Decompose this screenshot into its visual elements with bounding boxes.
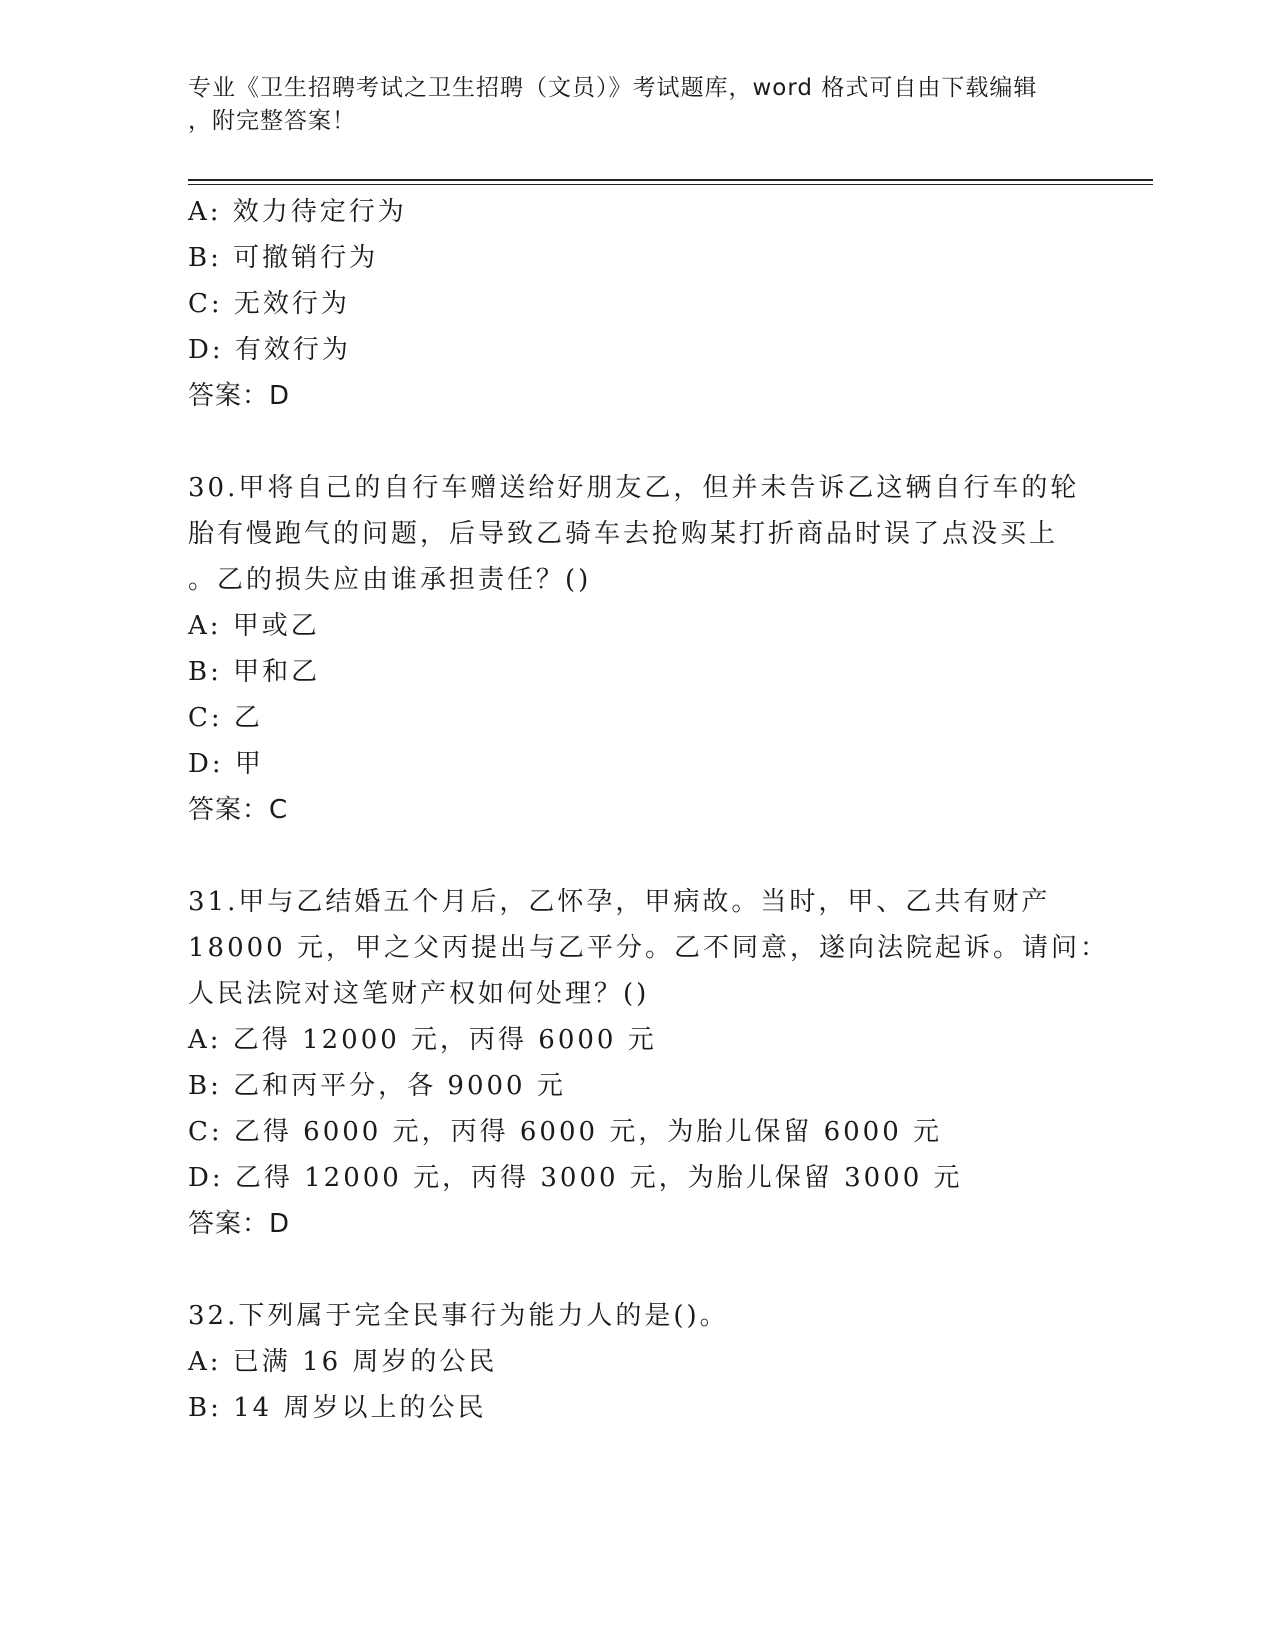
question-block-31 — [188, 879, 1148, 1247]
option-b: B: 乙和丙平分，各 9000 元 — [188, 1071, 566, 1101]
option-d: D: 乙得 12000 元，丙得 3000 元，为胎儿保留 3000 元 — [188, 1163, 963, 1193]
spacer — [188, 1247, 1148, 1293]
header-divider-thick — [188, 179, 1153, 181]
option-a: A: 甲或乙 — [188, 611, 320, 641]
question-block-30 — [188, 465, 1148, 833]
question-stem-line: 胎有慢跑气的问题，后导致乙骑车去抢购某打折商品时误了点没买上 — [188, 519, 1059, 549]
option-d: D: 有效行为 — [188, 335, 351, 365]
question-block-prev — [188, 189, 1148, 419]
question-stem-line: 32.下列属于完全民事行为能力人的是()。 — [188, 1301, 729, 1331]
question-stem-line: 30.甲将自己的自行车赠送给好朋友乙，但并未告诉乙这辆自行车的轮 — [188, 473, 1080, 503]
question-stem-line: 。乙的损失应由谁承担责任？() — [188, 565, 592, 595]
option-a: A: 乙得 12000 元，丙得 6000 元 — [188, 1025, 657, 1055]
answer-line: 答案：C — [188, 795, 289, 825]
option-b: B: 甲和乙 — [188, 657, 321, 687]
option-c: C: 乙 — [188, 703, 263, 733]
option-b: B: 14 周岁以上的公民 — [188, 1393, 487, 1423]
header-line-1: 专业《卫生招聘考试之卫生招聘（文员）》考试题库，word 格式可自由下载编辑 — [188, 75, 1038, 101]
option-c: C: 无效行为 — [188, 289, 350, 319]
option-b: B: 可撤销行为 — [188, 243, 379, 273]
question-stem-line: 31.甲与乙结婚五个月后，乙怀孕，甲病故。当时，甲、乙共有财产 — [188, 887, 1051, 917]
document-header — [188, 72, 1088, 138]
option-d: D: 甲 — [188, 749, 264, 779]
answer-line: 答案：D — [188, 381, 291, 411]
option-c: C: 乙得 6000 元，丙得 6000 元，为胎儿保留 6000 元 — [188, 1117, 943, 1147]
spacer — [188, 419, 1148, 465]
header-divider-thin — [188, 184, 1153, 185]
spacer — [188, 833, 1148, 879]
question-block-32 — [188, 1293, 1148, 1431]
option-a: A: 已满 16 周岁的公民 — [188, 1347, 498, 1377]
question-list — [188, 189, 1148, 1431]
option-a: A: 效力待定行为 — [188, 197, 407, 227]
answer-line: 答案：D — [188, 1209, 291, 1239]
header-line-2: ，附完整答案！ — [188, 108, 356, 134]
question-stem-line: 人民法院对这笔财产权如何处理？() — [188, 979, 650, 1009]
question-stem-line: 18000 元，甲之父丙提出与乙平分。乙不同意，遂向法院起诉。请问： — [188, 933, 1109, 963]
